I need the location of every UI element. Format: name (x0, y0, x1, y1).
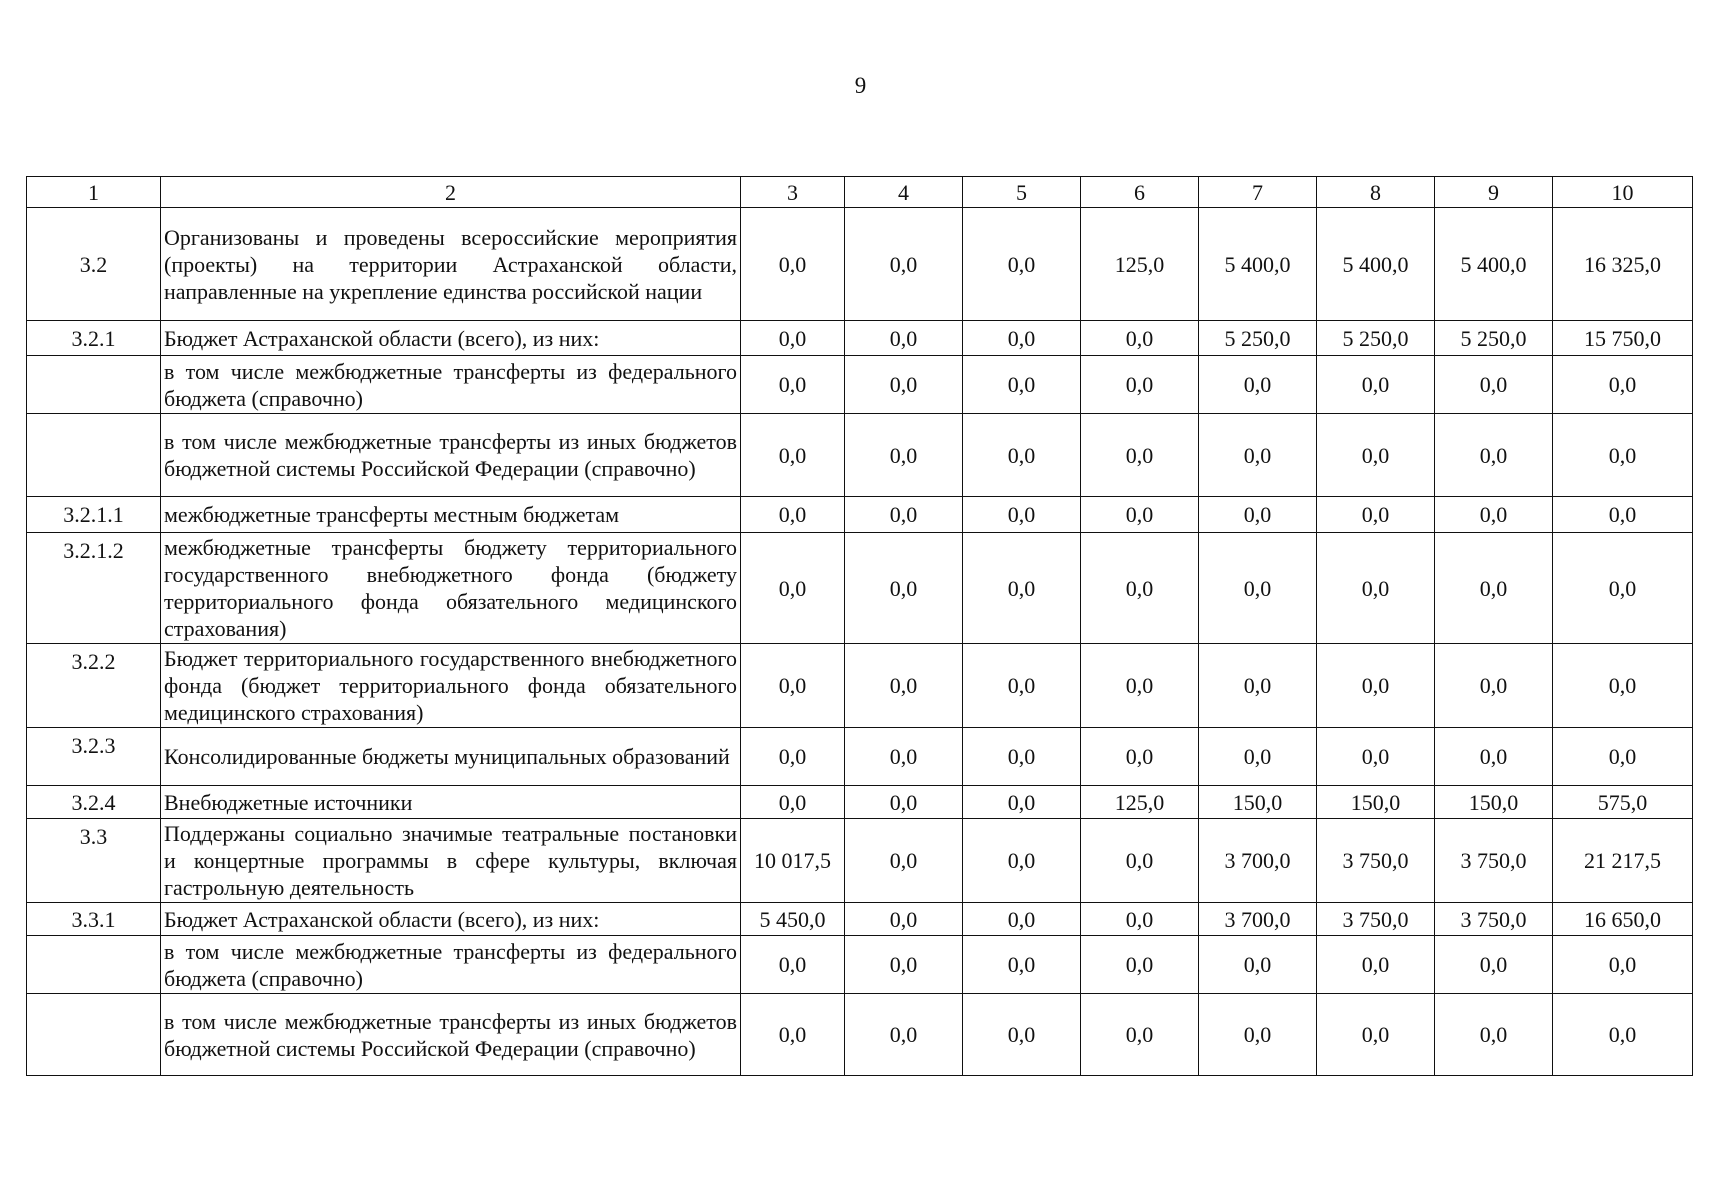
row-code: 3.3.1 (27, 903, 161, 936)
value-cell-col-9: 0,0 (1435, 994, 1553, 1076)
row-description: в том числе межбюджетные трансферты из иных бюджетов бюджетной системы Российской Федерации (справочно) (161, 994, 741, 1076)
value-cell-col-6: 0,0 (1081, 321, 1199, 356)
value-cell-col-4: 0,0 (845, 936, 963, 994)
value-cell-col-5: 0,0 (963, 356, 1081, 414)
value-cell-col-9: 3 750,0 (1435, 819, 1553, 903)
value-cell-col-4: 0,0 (845, 994, 963, 1076)
row-code: 3.3 (27, 819, 161, 903)
table-row (27, 644, 1693, 728)
row-description: Бюджет Астраханской области (всего), из них: (161, 321, 741, 356)
row-code (27, 356, 161, 414)
value-cell-col-3: 0,0 (741, 208, 845, 321)
value-cell-col-4: 0,0 (845, 644, 963, 728)
value-cell-col-10: 0,0 (1553, 533, 1693, 644)
value-cell-col-9: 0,0 (1435, 497, 1553, 533)
value-cell-col-10: 0,0 (1553, 936, 1693, 994)
value-cell-col-4: 0,0 (845, 728, 963, 786)
value-cell-col-9: 0,0 (1435, 936, 1553, 994)
value-cell-col-9: 3 750,0 (1435, 903, 1553, 936)
row-code (27, 936, 161, 994)
value-cell-col-8: 5 250,0 (1317, 321, 1435, 356)
table-row (27, 356, 1693, 414)
value-cell-col-5: 0,0 (963, 728, 1081, 786)
row-description: Внебюджетные источники (161, 786, 741, 819)
value-cell-col-6: 0,0 (1081, 728, 1199, 786)
value-cell-col-10: 21 217,5 (1553, 819, 1693, 903)
funding-table (26, 176, 1693, 1076)
value-cell-col-6: 0,0 (1081, 356, 1199, 414)
value-cell-col-8: 0,0 (1317, 356, 1435, 414)
value-cell-col-10: 16 650,0 (1553, 903, 1693, 936)
value-cell-col-6: 0,0 (1081, 414, 1199, 497)
table-row (27, 994, 1693, 1076)
value-cell-col-4: 0,0 (845, 414, 963, 497)
value-cell-col-7: 5 400,0 (1199, 208, 1317, 321)
row-description: в том числе межбюджетные трансферты из федерального бюджета (справочно) (161, 936, 741, 994)
value-cell-col-3: 0,0 (741, 533, 845, 644)
row-description: Консолидированные бюджеты муниципальных образований (161, 728, 741, 786)
value-cell-col-6: 0,0 (1081, 936, 1199, 994)
table-body (27, 208, 1693, 1076)
value-cell-col-7: 3 700,0 (1199, 819, 1317, 903)
header-cell-6: 6 (1081, 177, 1199, 208)
value-cell-col-3: 0,0 (741, 497, 845, 533)
value-cell-col-7: 150,0 (1199, 786, 1317, 819)
value-cell-col-5: 0,0 (963, 936, 1081, 994)
value-cell-col-5: 0,0 (963, 208, 1081, 321)
table-row (27, 786, 1693, 819)
value-cell-col-10: 16 325,0 (1553, 208, 1693, 321)
header-cell-10: 10 (1553, 177, 1693, 208)
value-cell-col-9: 0,0 (1435, 728, 1553, 786)
value-cell-col-6: 0,0 (1081, 533, 1199, 644)
value-cell-col-7: 0,0 (1199, 497, 1317, 533)
value-cell-col-4: 0,0 (845, 903, 963, 936)
value-cell-col-10: 0,0 (1553, 644, 1693, 728)
value-cell-col-5: 0,0 (963, 533, 1081, 644)
value-cell-col-8: 3 750,0 (1317, 819, 1435, 903)
value-cell-col-6: 0,0 (1081, 644, 1199, 728)
value-cell-col-10: 0,0 (1553, 356, 1693, 414)
value-cell-col-7: 0,0 (1199, 728, 1317, 786)
value-cell-col-9: 0,0 (1435, 356, 1553, 414)
table-row (27, 208, 1693, 321)
page-number: 9 (854, 73, 867, 98)
row-code: 3.2.1.2 (27, 533, 161, 644)
header-cell-9: 9 (1435, 177, 1553, 208)
value-cell-col-6: 125,0 (1081, 786, 1199, 819)
header-row (27, 177, 1693, 208)
value-cell-col-6: 0,0 (1081, 497, 1199, 533)
value-cell-col-8: 5 400,0 (1317, 208, 1435, 321)
row-code: 3.2.1.1 (27, 497, 161, 533)
value-cell-col-4: 0,0 (845, 321, 963, 356)
value-cell-col-3: 0,0 (741, 994, 845, 1076)
value-cell-col-5: 0,0 (963, 786, 1081, 819)
value-cell-col-9: 150,0 (1435, 786, 1553, 819)
value-cell-col-8: 0,0 (1317, 994, 1435, 1076)
table-row (27, 903, 1693, 936)
value-cell-col-7: 0,0 (1199, 936, 1317, 994)
value-cell-col-8: 0,0 (1317, 414, 1435, 497)
value-cell-col-5: 0,0 (963, 994, 1081, 1076)
row-description: Бюджет территориального государственного внебюджетного фонда (бюджет территориального фонда обязательного медицинского страхования) (161, 644, 741, 728)
value-cell-col-4: 0,0 (845, 497, 963, 533)
row-code (27, 994, 161, 1076)
header-cell-3: 3 (741, 177, 845, 208)
value-cell-col-8: 0,0 (1317, 497, 1435, 533)
value-cell-col-5: 0,0 (963, 321, 1081, 356)
row-description: Бюджет Астраханской области (всего), из них: (161, 903, 741, 936)
value-cell-col-3: 10 017,5 (741, 819, 845, 903)
value-cell-col-4: 0,0 (845, 208, 963, 321)
value-cell-col-3: 0,0 (741, 356, 845, 414)
value-cell-col-3: 0,0 (741, 786, 845, 819)
row-description: Организованы и проведены всероссийские мероприятия (проекты) на территории Астраханской области, направленные на укрепление единства российской нации (161, 208, 741, 321)
value-cell-col-4: 0,0 (845, 786, 963, 819)
value-cell-col-8: 0,0 (1317, 728, 1435, 786)
value-cell-col-4: 0,0 (845, 819, 963, 903)
row-description: Поддержаны социально значимые театральные постановки и концертные программы в сфере культуры, включая гастрольную деятельность (161, 819, 741, 903)
value-cell-col-10: 0,0 (1553, 497, 1693, 533)
value-cell-col-8: 3 750,0 (1317, 903, 1435, 936)
header-cell-4: 4 (845, 177, 963, 208)
row-code: 3.2.2 (27, 644, 161, 728)
value-cell-col-4: 0,0 (845, 356, 963, 414)
value-cell-col-3: 0,0 (741, 936, 845, 994)
table-row (27, 414, 1693, 497)
value-cell-col-8: 150,0 (1317, 786, 1435, 819)
header-cell-8: 8 (1317, 177, 1435, 208)
value-cell-col-7: 0,0 (1199, 414, 1317, 497)
table-row (27, 533, 1693, 644)
value-cell-col-6: 0,0 (1081, 994, 1199, 1076)
value-cell-col-6: 125,0 (1081, 208, 1199, 321)
value-cell-col-5: 0,0 (963, 497, 1081, 533)
header-cell-5: 5 (963, 177, 1081, 208)
table-row (27, 936, 1693, 994)
table-row (27, 497, 1693, 533)
row-description: в том числе межбюджетные трансферты из иных бюджетов бюджетной системы Российской Федерации (справочно) (161, 414, 741, 497)
value-cell-col-8: 0,0 (1317, 644, 1435, 728)
value-cell-col-3: 5 450,0 (741, 903, 845, 936)
row-code: 3.2.1 (27, 321, 161, 356)
value-cell-col-4: 0,0 (845, 533, 963, 644)
value-cell-col-9: 0,0 (1435, 414, 1553, 497)
value-cell-col-9: 0,0 (1435, 644, 1553, 728)
row-description: в том числе межбюджетные трансферты из федерального бюджета (справочно) (161, 356, 741, 414)
value-cell-col-8: 0,0 (1317, 533, 1435, 644)
value-cell-col-5: 0,0 (963, 644, 1081, 728)
table-row (27, 321, 1693, 356)
value-cell-col-9: 5 400,0 (1435, 208, 1553, 321)
value-cell-col-7: 0,0 (1199, 644, 1317, 728)
value-cell-col-3: 0,0 (741, 414, 845, 497)
value-cell-col-7: 0,0 (1199, 994, 1317, 1076)
row-code: 3.2 (27, 208, 161, 321)
value-cell-col-5: 0,0 (963, 819, 1081, 903)
table-row (27, 728, 1693, 786)
value-cell-col-9: 5 250,0 (1435, 321, 1553, 356)
row-code: 3.2.3 (27, 728, 161, 786)
value-cell-col-7: 0,0 (1199, 533, 1317, 644)
value-cell-col-3: 0,0 (741, 644, 845, 728)
table-row (27, 819, 1693, 903)
value-cell-col-3: 0,0 (741, 728, 845, 786)
value-cell-col-10: 0,0 (1553, 414, 1693, 497)
value-cell-col-10: 15 750,0 (1553, 321, 1693, 356)
value-cell-col-10: 0,0 (1553, 728, 1693, 786)
value-cell-col-5: 0,0 (963, 414, 1081, 497)
header-cell-1: 1 (27, 177, 161, 208)
value-cell-col-3: 0,0 (741, 321, 845, 356)
header-cell-7: 7 (1199, 177, 1317, 208)
value-cell-col-8: 0,0 (1317, 936, 1435, 994)
value-cell-col-6: 0,0 (1081, 819, 1199, 903)
value-cell-col-9: 0,0 (1435, 533, 1553, 644)
row-code (27, 414, 161, 497)
value-cell-col-5: 0,0 (963, 903, 1081, 936)
header-cell-2: 2 (161, 177, 741, 208)
value-cell-col-6: 0,0 (1081, 903, 1199, 936)
value-cell-col-7: 5 250,0 (1199, 321, 1317, 356)
row-code: 3.2.4 (27, 786, 161, 819)
value-cell-col-10: 0,0 (1553, 994, 1693, 1076)
row-description: межбюджетные трансферты бюджету территориального государственного внебюджетного фонда (бюджету территориального фонда обязательного медицинского страхования) (161, 533, 741, 644)
value-cell-col-7: 0,0 (1199, 356, 1317, 414)
value-cell-col-10: 575,0 (1553, 786, 1693, 819)
row-description: межбюджетные трансферты местным бюджетам (161, 497, 741, 533)
value-cell-col-7: 3 700,0 (1199, 903, 1317, 936)
